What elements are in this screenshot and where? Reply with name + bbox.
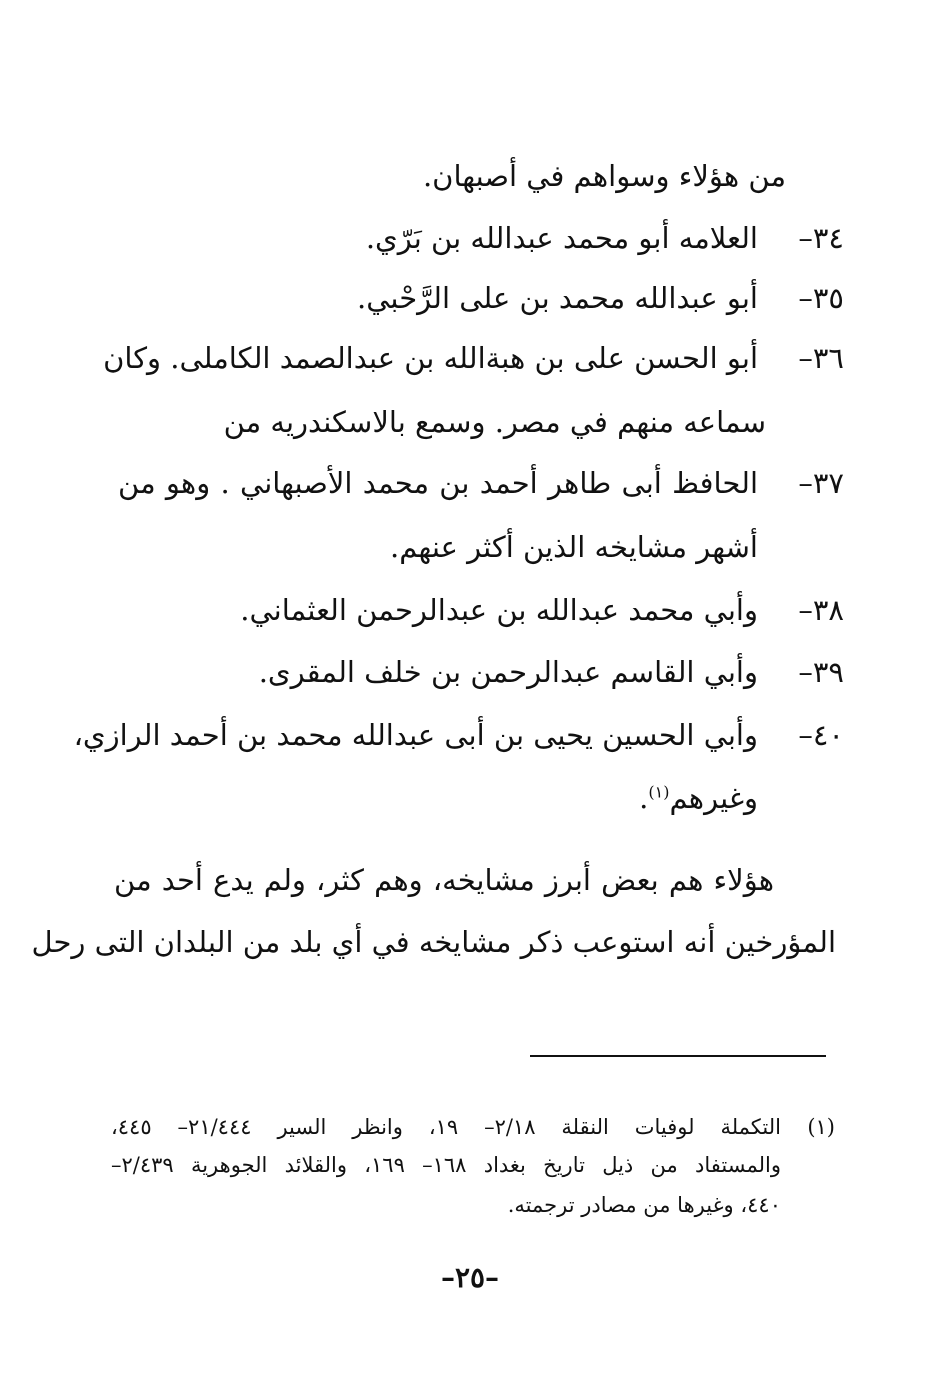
entry-number: ٣٧– <box>798 466 844 500</box>
entry-text: وأبي محمد عبدالله بن عبدالرحمن العثماني. <box>240 593 758 627</box>
footnote-line: والمستفاد من ذيل تاريخ بغداد ١٦٨– ١٦٩، والقلائد الجوهرية ٢/٤٣٩– <box>111 1153 781 1177</box>
entry-text: أبو الحسن على بن هبةالله بن عبدالصمد الكاملى. وكان <box>103 341 758 375</box>
entry-text-fragment: . <box>639 781 649 815</box>
page-number: –٢٥– <box>440 1261 500 1294</box>
paragraph-line: المؤرخين أنه استوعب ذكر مشايخه في أي بلد من البلدان التى رحل <box>31 925 836 959</box>
footnote-reference: (١) <box>648 782 670 802</box>
entry-number: ٣٨– <box>798 593 844 627</box>
entry-text-continued: سماعه منهم في مصر. وسمع بالاسكندريه من <box>223 405 766 439</box>
entry-number: ٤٠– <box>798 718 844 752</box>
paragraph-line: هؤلاء هم بعض أبرز مشايخه، وهم كثر، ولم يدع أحد من <box>114 863 774 897</box>
entry-number: ٣٦– <box>798 341 844 375</box>
entry-text: وأبي القاسم عبدالرحمن بن خلف المقرى. <box>258 655 758 689</box>
text-line: من هؤلاء وسواهم في أصبهان. <box>422 159 786 193</box>
entry-text-continued: أشهر مشايخه الذين أكثر عنهم. <box>390 530 758 564</box>
footnote-separator <box>530 1055 826 1057</box>
footnote-line: ٤٤٠، وغيرها من مصادر ترجمته. <box>507 1193 781 1217</box>
entry-text: الحافظ أبى طاهر أحمد بن محمد الأصبهاني . وهو من <box>118 466 758 500</box>
entry-text: وأبي الحسين يحيى بن أبى عبدالله محمد بن أحمد الرازي، <box>73 718 758 752</box>
footnote-line: التكملة لوفيات النقلة ٢/١٨– ١٩، وانظر السير ٢١/٤٤٤– ٤٤٥، <box>111 1115 781 1139</box>
entry-text-fragment: وغيرهم <box>669 781 758 815</box>
footnote-marker: (١) <box>807 1115 835 1139</box>
entry-text: العلامه أبو محمد عبدالله بن بَرّي. <box>365 221 758 255</box>
entry-text: أبو عبدالله محمد بن على الرَّحْبي. <box>357 281 758 315</box>
entry-number: ٣٤– <box>798 221 844 255</box>
entry-text-continued <box>639 778 758 818</box>
entry-number: ٣٥– <box>798 281 844 315</box>
entry-number: ٣٩– <box>798 655 844 689</box>
